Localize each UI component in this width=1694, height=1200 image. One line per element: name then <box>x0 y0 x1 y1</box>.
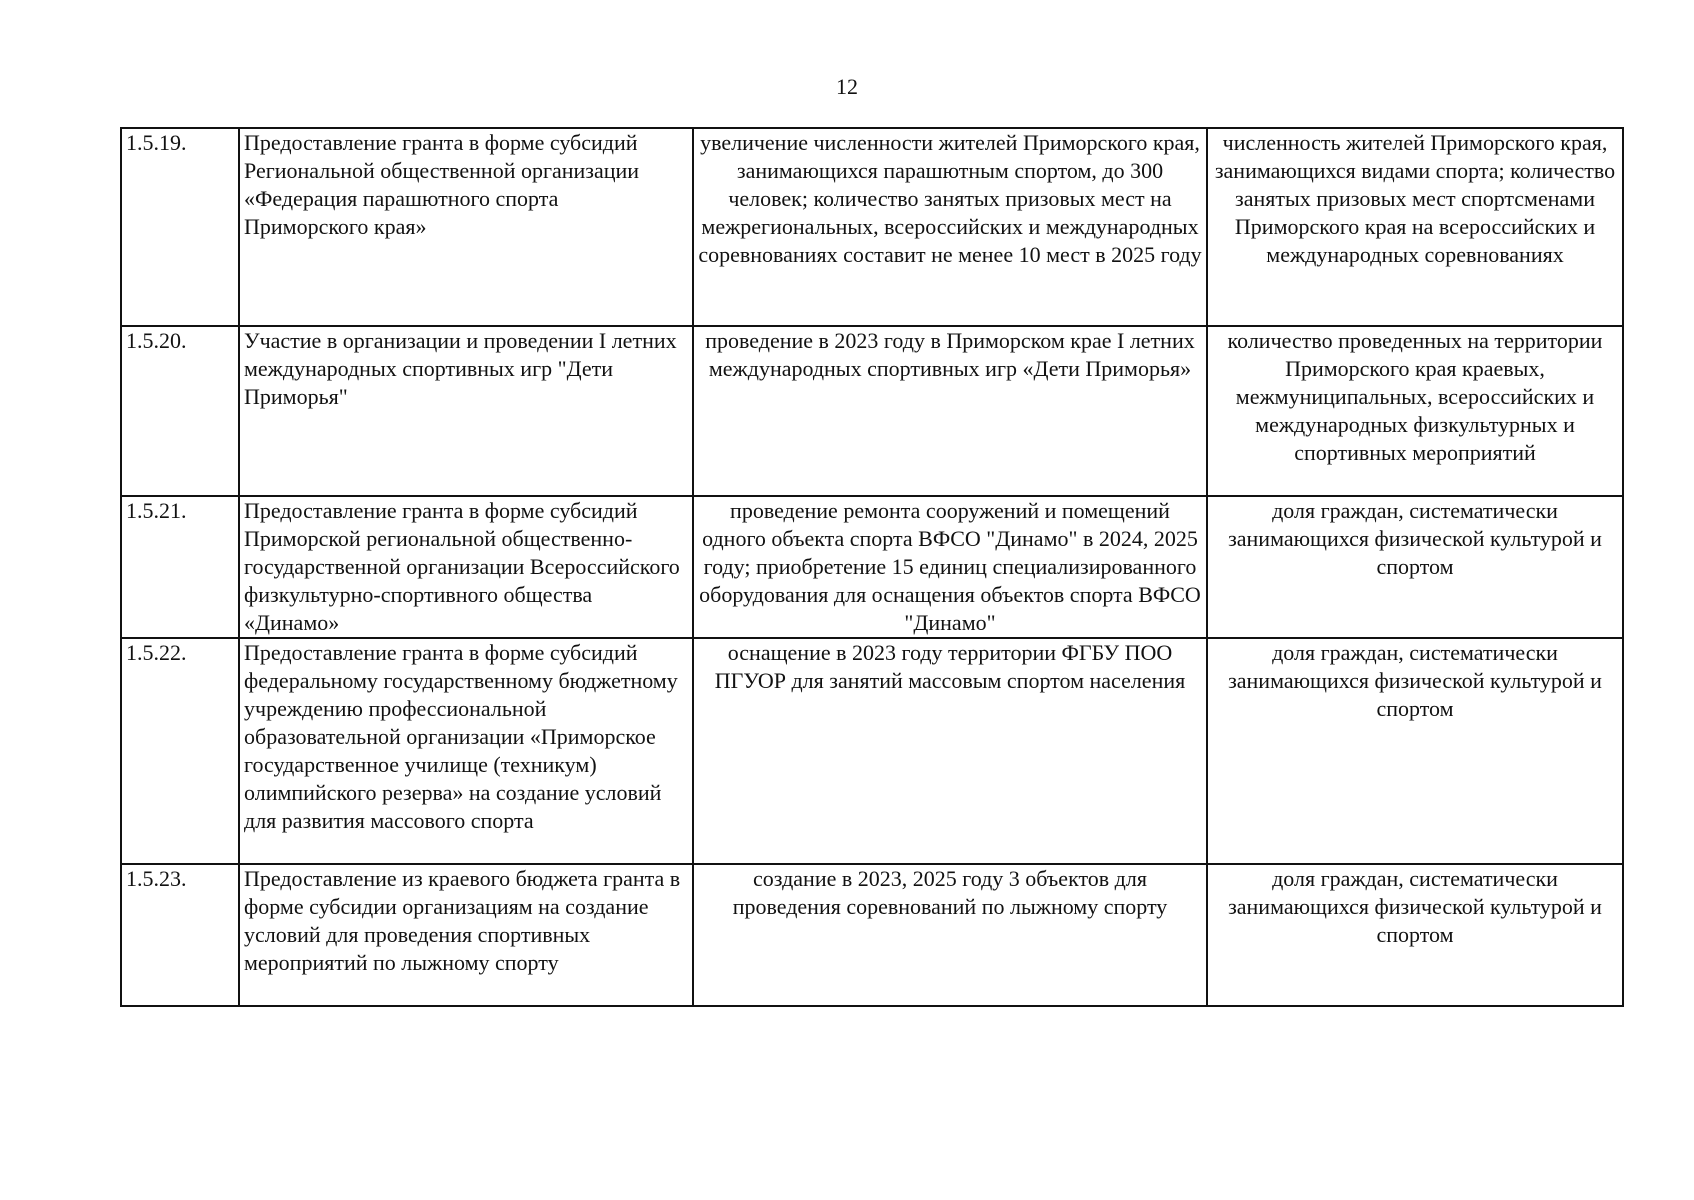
table-row <box>121 638 1623 864</box>
page-number: 12 <box>836 74 858 99</box>
table-row <box>121 326 1623 496</box>
row-number: 1.5.20. <box>121 326 239 496</box>
measure-name: Участие в организации и проведении I летних международных спортивных игр "Дети Приморья" <box>239 326 693 496</box>
measure-name: Предоставление гранта в форме субсидий Приморской региональной общественно-государственной организации Всероссийского физкультурно-спортивного общества «Динамо» <box>239 496 693 638</box>
measure-name: Предоставление гранта в форме субсидий Региональной общественной организации «Федерация парашютного спорта Приморского края» <box>239 128 693 326</box>
measure-name: Предоставление гранта в форме субсидий федеральному государственному бюджетному учреждению профессиональной образовательной организации «Приморское государственное училище (техникум) олимпийского резерва» на создание условий для развития массового спорта <box>239 638 693 864</box>
row-number: 1.5.22. <box>121 638 239 864</box>
table-row <box>121 864 1623 1006</box>
indicator: доля граждан, систематически занимающихся физической культурой и спортом <box>1207 638 1623 864</box>
table-row <box>121 496 1623 638</box>
row-number: 1.5.21. <box>121 496 239 638</box>
expected-result: создание в 2023, 2025 году 3 объектов для проведения соревнований по лыжному спорту <box>693 864 1207 1006</box>
table-row <box>121 128 1623 326</box>
measures-table <box>120 127 1624 1007</box>
row-number: 1.5.23. <box>121 864 239 1006</box>
expected-result: оснащение в 2023 году территории ФГБУ ПОО ПГУОР для занятий массовым спортом населения <box>693 638 1207 864</box>
indicator: доля граждан, систематически занимающихся физической культурой и спортом <box>1207 864 1623 1006</box>
indicator: количество проведенных на территории Приморского края краевых, межмуниципальных, всероссийских и международных физкультурных и спортивных мероприятий <box>1207 326 1623 496</box>
expected-result: проведение в 2023 году в Приморском крае I летних международных спортивных игр «Дети Приморья» <box>693 326 1207 496</box>
indicator: доля граждан, систематически занимающихся физической культурой и спортом <box>1207 496 1623 638</box>
measure-name: Предоставление из краевого бюджета гранта в форме субсидии организациям на создание условий для проведения спортивных мероприятий по лыжному спорту <box>239 864 693 1006</box>
expected-result: проведение ремонта сооружений и помещений одного объекта спорта ВФСО "Динамо" в 2024, 2025 году; приобретение 15 единиц специализированного оборудования для оснащения объектов спорта ВФСО "Динамо" <box>693 496 1207 638</box>
indicator: численность жителей Приморского края, занимающихся видами спорта; количество занятых призовых мест спортсменами Приморского края на всероссийских и международных соревнованиях <box>1207 128 1623 326</box>
expected-result: увеличение численности жителей Приморского края, занимающихся парашютным спортом, до 300 человек; количество занятых призовых мест на межрегиональных, всероссийских и международных соревнованиях составит не менее 10 мест в 2025 году <box>693 128 1207 326</box>
row-number: 1.5.19. <box>121 128 239 326</box>
